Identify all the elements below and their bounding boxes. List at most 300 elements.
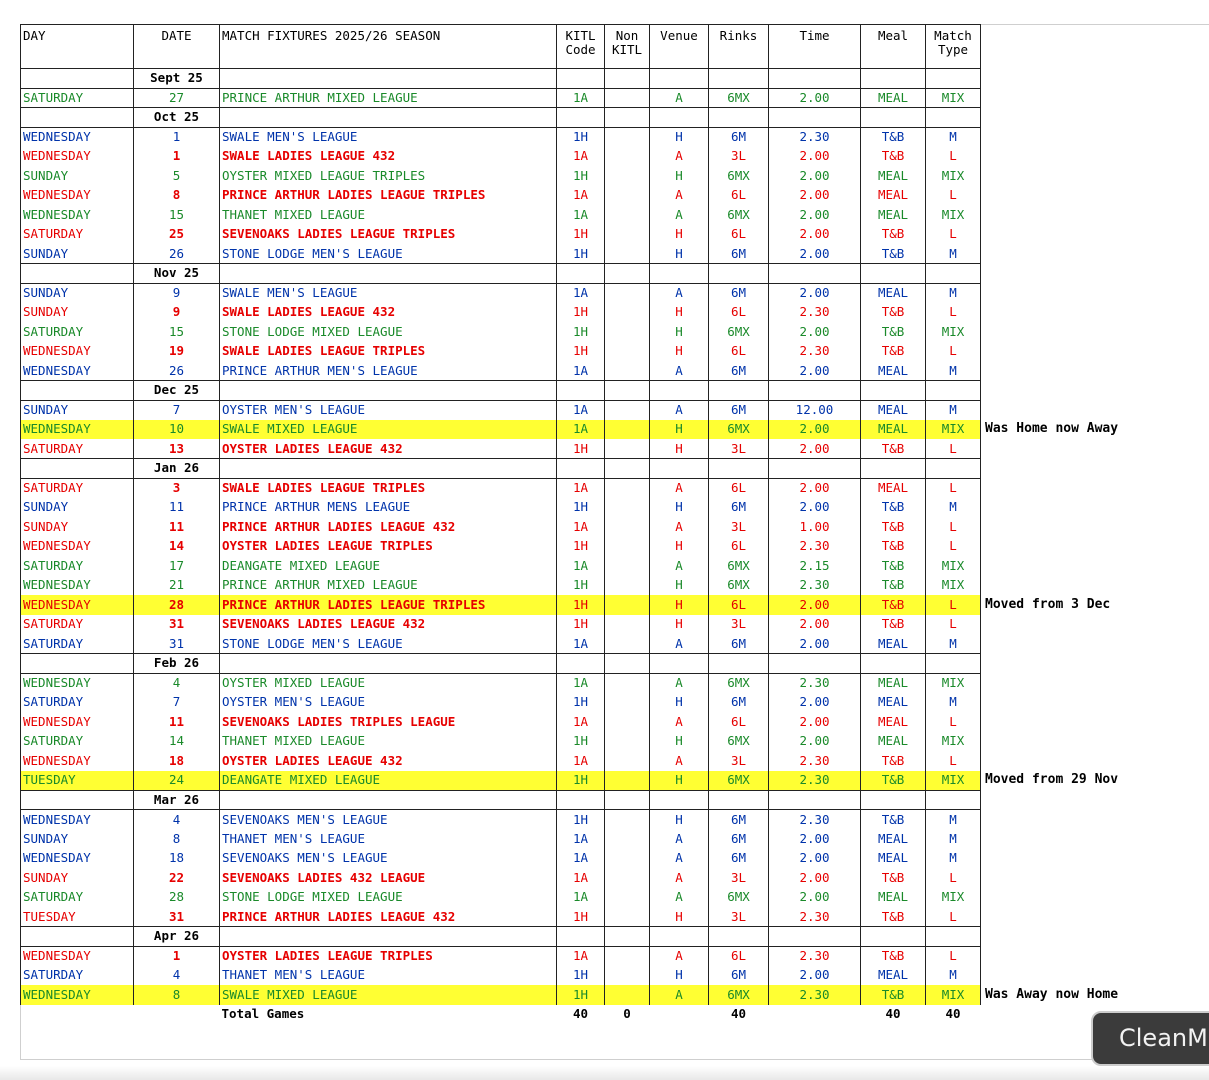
month-header-row [21,264,1196,284]
fixture-non-kitl [605,985,650,1005]
fixture-day: SATURDAY [21,88,134,108]
fixture-match-type: M [926,966,981,986]
month-header-row [21,381,1196,401]
fixture-venue: H [650,810,709,830]
month-label: Jan 26 [134,459,220,479]
fixture-non-kitl [605,771,650,791]
fixture-note [981,751,1196,771]
fixture-match: SWALE LADIES LEAGUE TRIPLES [220,478,557,498]
fixture-kitl-code: 1A [557,829,605,849]
fixture-match-type: MIX [926,771,981,791]
header-venue: Venue [650,25,709,69]
fixture-note [981,303,1196,323]
fixture-non-kitl [605,829,650,849]
fixture-rinks: 6L [709,303,769,323]
fixture-match: OYSTER LADIES LEAGUE TRIPLES [220,946,557,966]
month-row-blank [650,459,709,479]
fixture-meal: T&B [861,576,926,596]
fixture-note [981,634,1196,654]
fixture-rinks: 6M [709,810,769,830]
month-row-blank [709,381,769,401]
fixture-day: SATURDAY [21,615,134,635]
fixture-row [21,186,1196,206]
fixture-date: 21 [134,576,220,596]
fixture-date: 31 [134,907,220,927]
fixture-day: SATURDAY [21,322,134,342]
month-row-blank [981,264,1196,284]
month-row-blank [709,264,769,284]
fixture-non-kitl [605,244,650,264]
fixture-day: WEDNESDAY [21,946,134,966]
fixture-row [21,693,1196,713]
fixture-rinks: 6M [709,361,769,381]
fixture-kitl-code: 1H [557,498,605,518]
fixture-kitl-code: 1A [557,888,605,908]
fixture-note [981,342,1196,362]
fixture-row [21,244,1196,264]
fixture-meal: MEAL [861,400,926,420]
month-label: Nov 25 [134,264,220,284]
fixture-day: SUNDAY [21,868,134,888]
fixture-meal: T&B [861,946,926,966]
fixture-match-type: MIX [926,420,981,440]
month-header-row [21,69,1196,89]
fixture-match-type: MIX [926,576,981,596]
month-row-blank [981,381,1196,401]
header-nonkitl-line2: KITL [611,42,643,57]
fixture-date: 4 [134,673,220,693]
fixture-kitl-code: 1A [557,673,605,693]
fixture-kitl-code: 1H [557,225,605,245]
fixture-date: 11 [134,712,220,732]
fixture-note [981,849,1196,869]
fixture-row [21,225,1196,245]
month-row-blank [769,381,861,401]
fixture-rinks: 6M [709,829,769,849]
fixture-kitl-code: 1H [557,985,605,1005]
fixture-row [21,751,1196,771]
month-row-blank [220,264,557,284]
fixture-match: SWALE LADIES LEAGUE 432 [220,303,557,323]
fixture-rinks: 6MX [709,420,769,440]
fixture-row [21,361,1196,381]
fixture-venue: H [650,966,709,986]
fixture-row [21,498,1196,518]
fixture-match: SWALE LADIES LEAGUE 432 [220,147,557,167]
fixture-time: 2.00 [769,361,861,381]
fixture-non-kitl [605,907,650,927]
fixture-kitl-code: 1A [557,478,605,498]
fixture-note [981,205,1196,225]
fixture-non-kitl [605,810,650,830]
fixture-note [981,888,1196,908]
fixture-kitl-code: 1H [557,595,605,615]
fixture-time: 2.00 [769,439,861,459]
fixture-venue: A [650,186,709,206]
fixture-meal: MEAL [861,732,926,752]
totals-label: Total Games [221,1006,305,1022]
fixture-date: 7 [134,693,220,713]
fixture-non-kitl [605,868,650,888]
fixture-date: 28 [134,595,220,615]
fixture-day: WEDNESDAY [21,576,134,596]
fixture-kitl-code: 1A [557,205,605,225]
fixture-row [21,810,1196,830]
fixture-match: OYSTER LADIES LEAGUE 432 [220,439,557,459]
month-row-blank [926,69,981,89]
fixture-kitl-code: 1H [557,322,605,342]
fixture-note: Moved from 3 Dec [985,596,1111,612]
fixture-match-type: L [926,615,981,635]
fixture-note [981,517,1196,537]
fixture-match: THANET MEN'S LEAGUE [220,966,557,986]
fixture-rinks: 6L [709,478,769,498]
month-row-blank [709,108,769,128]
fixture-day: WEDNESDAY [21,127,134,147]
fixture-non-kitl [605,712,650,732]
fixture-non-kitl [605,576,650,596]
month-row-blank [769,654,861,674]
totals-row [21,1005,1196,1025]
fixture-venue: H [650,771,709,791]
fixture-row [21,517,1196,537]
month-label: Feb 26 [134,654,220,674]
fixture-kitl-code: 1A [557,556,605,576]
fixture-day: SUNDAY [21,166,134,186]
fixture-note [981,88,1196,108]
fixture-venue: H [650,732,709,752]
fixture-match-type: M [926,693,981,713]
fixture-date: 4 [134,810,220,830]
fixture-date: 15 [134,205,220,225]
fixture-kitl-code: 1A [557,420,605,440]
month-row-blank [981,459,1196,479]
fixture-date: 14 [134,732,220,752]
fixture-match: PRINCE ARTHUR LADIES LEAGUE TRIPLES [220,595,557,615]
fixture-rinks: 6L [709,946,769,966]
fixture-day: WEDNESDAY [21,985,134,1005]
totals-blank [21,1005,134,1025]
fixture-match: SWALE MIXED LEAGUE [220,420,557,440]
fixture-meal: MEAL [861,186,926,206]
fixture-kitl-code: 1H [557,439,605,459]
month-row-blank [557,264,605,284]
fixture-match-type: L [926,537,981,557]
fixture-venue: H [650,303,709,323]
fixture-rinks: 6MX [709,576,769,596]
fixture-note: Was Home now Away [985,421,1119,437]
bottom-shadow [0,1066,1209,1080]
fixture-day: SUNDAY [21,498,134,518]
fixture-kitl-code: 1A [557,361,605,381]
fixture-date: 24 [134,771,220,791]
fixture-row [21,771,1196,791]
fixture-match: SEVENOAKS LADIES 432 LEAGUE [220,868,557,888]
fixture-non-kitl [605,342,650,362]
fixture-non-kitl [605,225,650,245]
fixture-time: 2.00 [769,420,861,440]
fixture-venue: A [650,888,709,908]
fixture-venue: H [650,342,709,362]
fixture-rinks: 3L [709,517,769,537]
fixture-note [981,693,1196,713]
cleanm-badge-button[interactable]: CleanM [1091,1011,1209,1066]
month-header-row [21,790,1196,810]
fixture-venue: A [650,517,709,537]
fixture-rinks: 6MX [709,556,769,576]
fixture-meal: MEAL [861,849,926,869]
fixture-venue: H [650,127,709,147]
fixture-venue: A [650,868,709,888]
fixture-note [981,868,1196,888]
fixture-kitl-code: 1A [557,751,605,771]
fixture-match-type: L [926,907,981,927]
fixture-rinks: 6M [709,498,769,518]
fixture-row [21,205,1196,225]
fixture-meal: T&B [861,322,926,342]
month-row-blank [981,69,1196,89]
month-row-blank [650,927,709,947]
month-row-blank [557,654,605,674]
fixture-kitl-code: 1A [557,147,605,167]
fixture-match: SWALE MIXED LEAGUE [220,985,557,1005]
fixture-venue: H [650,498,709,518]
fixture-note [981,498,1196,518]
fixture-date: 26 [134,361,220,381]
fixture-row [21,127,1196,147]
fixture-date: 25 [134,225,220,245]
fixture-row [21,400,1196,420]
fixture-row [21,147,1196,167]
month-row-blank [981,654,1196,674]
fixture-match: SEVENOAKS MEN'S LEAGUE [220,849,557,869]
fixture-kitl-code: 1H [557,303,605,323]
totals-type: 40 [945,1006,961,1022]
fixture-rinks: 6MX [709,88,769,108]
totals-blank [769,1005,861,1025]
fixture-non-kitl [605,888,650,908]
fixture-match-type: M [926,634,981,654]
fixture-venue: A [650,400,709,420]
fixture-venue: H [650,907,709,927]
fixture-meal: MEAL [861,712,926,732]
fixture-non-kitl [605,849,650,869]
header-match-type [926,25,981,69]
fixture-row [21,88,1196,108]
fixture-venue: A [650,712,709,732]
fixture-date: 11 [134,498,220,518]
fixture-rinks: 3L [709,147,769,167]
fixture-row [21,985,1196,1005]
fixture-row [21,712,1196,732]
fixture-date: 22 [134,868,220,888]
fixture-match-type: MIX [926,205,981,225]
fixture-time: 2.00 [769,147,861,167]
fixture-note [981,439,1196,459]
fixture-meal: MEAL [861,829,926,849]
month-row-blank [650,69,709,89]
fixture-match: SWALE LADIES LEAGUE TRIPLES [220,342,557,362]
fixture-note [981,186,1196,206]
fixture-match: PRINCE ARTHUR LADIES LEAGUE 432 [220,517,557,537]
fixture-row [21,537,1196,557]
fixture-date: 7 [134,400,220,420]
fixture-meal: MEAL [861,88,926,108]
fixture-row [21,849,1196,869]
fixture-meal: T&B [861,810,926,830]
fixture-time: 2.00 [769,225,861,245]
fixture-venue: A [650,829,709,849]
month-header-row [21,927,1196,947]
fixture-note [981,615,1196,635]
fixture-date: 28 [134,888,220,908]
month-row-blank [926,927,981,947]
fixture-date: 1 [134,147,220,167]
fixture-kitl-code: 1H [557,342,605,362]
fixture-match-type: MIX [926,88,981,108]
fixture-row [21,576,1196,596]
fixture-rinks: 6MX [709,205,769,225]
fixture-venue: A [650,751,709,771]
fixture-kitl-code: 1A [557,634,605,654]
fixture-rinks: 6MX [709,888,769,908]
fixture-non-kitl [605,166,650,186]
fixture-day: SUNDAY [21,517,134,537]
fixture-date: 31 [134,615,220,635]
fixture-match: STONE LODGE MIXED LEAGUE [220,322,557,342]
fixture-time: 2.00 [769,732,861,752]
month-row-blank [220,69,557,89]
fixture-row [21,283,1196,303]
month-row-blank [926,264,981,284]
fixture-kitl-code: 1A [557,283,605,303]
fixture-date: 9 [134,283,220,303]
month-row-blank [861,381,926,401]
fixture-day: SUNDAY [21,400,134,420]
fixture-kitl-code: 1A [557,712,605,732]
fixture-venue: A [650,634,709,654]
fixture-match-type: M [926,810,981,830]
fixture-time: 2.00 [769,615,861,635]
month-row-blank [769,69,861,89]
fixture-row [21,166,1196,186]
fixture-kitl-code: 1A [557,186,605,206]
fixture-non-kitl [605,693,650,713]
month-row-blank [557,381,605,401]
fixture-meal: T&B [861,868,926,888]
fixture-kitl-code: 1A [557,88,605,108]
fixture-match-type: M [926,361,981,381]
fixture-meal: MEAL [861,361,926,381]
month-row-blank [769,108,861,128]
fixture-row [21,907,1196,927]
totals-rinks: 40 [730,1006,747,1022]
fixture-match: OYSTER LADIES LEAGUE TRIPLES [220,537,557,557]
fixture-meal: T&B [861,244,926,264]
month-row-blank [21,459,134,479]
fixture-kitl-code: 1A [557,849,605,869]
fixture-row [21,595,1196,615]
fixture-match-type: L [926,147,981,167]
fixture-venue: A [650,88,709,108]
fixture-match-type: L [926,517,981,537]
fixture-date: 8 [134,985,220,1005]
fixture-meal: MEAL [861,478,926,498]
fixture-meal: T&B [861,498,926,518]
month-row-blank [709,790,769,810]
month-label: Mar 26 [134,790,220,810]
fixture-match: THANET MIXED LEAGUE [220,205,557,225]
fixture-venue: H [650,615,709,635]
fixture-match: DEANGATE MIXED LEAGUE [220,771,557,791]
month-row-blank [650,790,709,810]
fixture-date: 8 [134,186,220,206]
fixture-rinks: 3L [709,868,769,888]
month-row-blank [861,654,926,674]
month-label: Dec 25 [134,381,220,401]
fixture-meal: MEAL [861,166,926,186]
fixture-venue: A [650,205,709,225]
fixture-meal: MEAL [861,420,926,440]
fixture-rinks: 6MX [709,732,769,752]
month-row-blank [220,459,557,479]
header-kitl-code [557,25,605,69]
fixture-date: 14 [134,537,220,557]
fixture-match-type: L [926,303,981,323]
fixture-time: 2.30 [769,985,861,1005]
fixture-time: 12.00 [769,400,861,420]
fixture-time: 2.00 [769,693,861,713]
fixture-non-kitl [605,751,650,771]
fixture-kitl-code: 1A [557,946,605,966]
fixture-meal: T&B [861,907,926,927]
fixture-date: 1 [134,127,220,147]
fixture-day: SUNDAY [21,283,134,303]
fixture-time: 2.00 [769,634,861,654]
fixture-kitl-code: 1H [557,244,605,264]
fixture-non-kitl [605,946,650,966]
month-row-blank [605,654,650,674]
header-blank [981,25,1196,69]
fixture-time: 2.15 [769,556,861,576]
fixture-non-kitl [605,186,650,206]
fixture-kitl-code: 1A [557,400,605,420]
fixture-time: 2.30 [769,751,861,771]
fixture-meal: MEAL [861,205,926,225]
fixture-non-kitl [605,205,650,225]
month-row-blank [650,108,709,128]
month-row-blank [650,264,709,284]
fixture-non-kitl [605,400,650,420]
month-row-blank [861,790,926,810]
month-row-blank [861,459,926,479]
month-row-blank [220,108,557,128]
header-row [21,25,1196,69]
fixture-rinks: 6MX [709,771,769,791]
fixture-match: THANET MIXED LEAGUE [220,732,557,752]
fixture-time: 2.30 [769,907,861,927]
header-rinks: Rinks [709,25,769,69]
fixture-non-kitl [605,517,650,537]
fixture-non-kitl [605,966,650,986]
fixture-meal: T&B [861,751,926,771]
fixture-venue: H [650,166,709,186]
month-row-blank [21,790,134,810]
header-matchtype-line1: Match [934,28,972,43]
fixture-day: SATURDAY [21,556,134,576]
fixture-non-kitl [605,439,650,459]
header-non-kitl [605,25,650,69]
